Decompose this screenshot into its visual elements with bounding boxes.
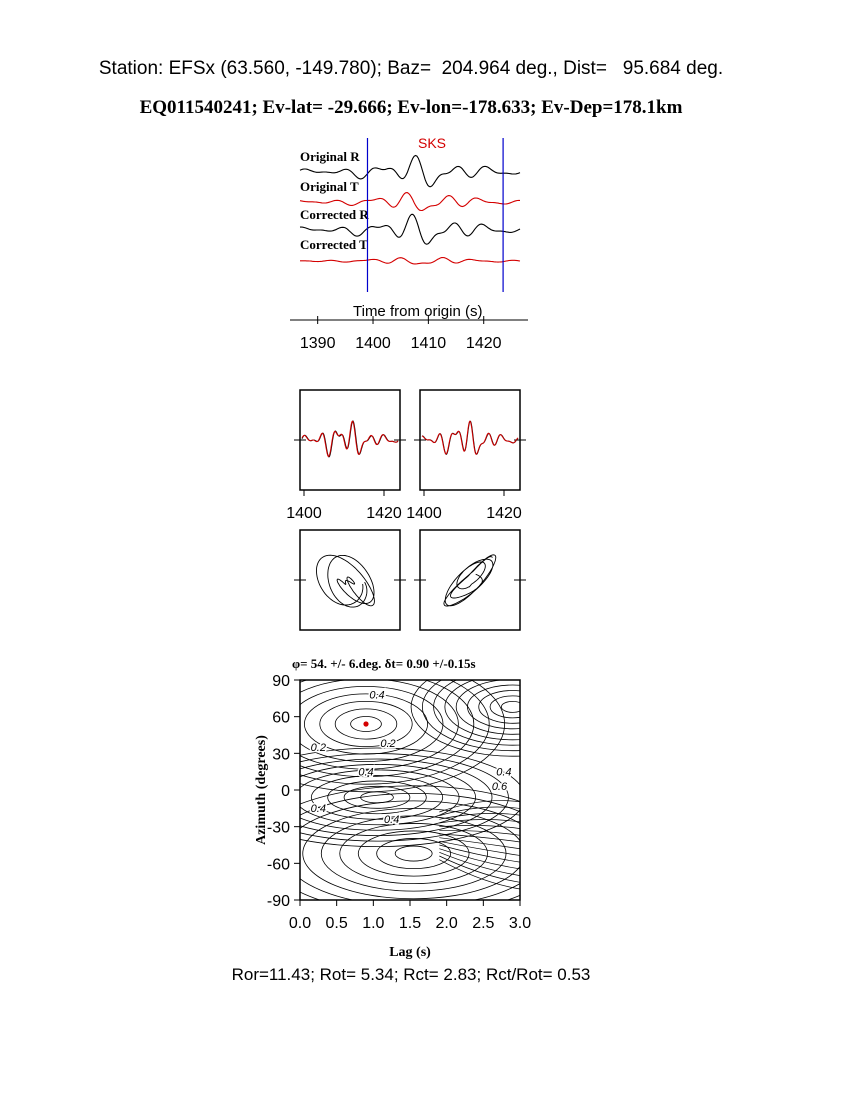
seismogram-panel xyxy=(290,135,528,352)
waveform-overlay-after-panel xyxy=(406,390,526,522)
phase-label-sks: SKS xyxy=(418,135,447,151)
time-window-markers xyxy=(367,138,503,292)
trace-label-corrected-t: Corrected T xyxy=(300,237,368,252)
grid-y-tick-label: 0 xyxy=(281,783,290,800)
contour-ring-3-2 xyxy=(377,838,451,868)
energy-grid-panel xyxy=(227,656,614,960)
contour-label: 0.4 xyxy=(496,766,512,779)
grid-y-tick-label: -60 xyxy=(266,856,290,874)
contour-ring-3-4 xyxy=(340,823,488,883)
grid-x-tick-label: 0.0 xyxy=(288,915,312,932)
contour-label: 0.4 xyxy=(310,803,326,815)
contour-ring-2-6 xyxy=(278,764,475,830)
grid-y-tick-label: -30 xyxy=(266,819,290,837)
grid-title: φ= 54. +/- 6.deg. δt= 0.90 +/-0.15s xyxy=(292,656,476,671)
trace-label-original-t: Original T xyxy=(300,179,359,194)
grid-y-tick-label: 60 xyxy=(272,709,290,727)
contour-ring-2-7 xyxy=(262,759,492,836)
contour-fan-line xyxy=(439,825,523,829)
time-axis-ticks xyxy=(300,316,502,352)
overlay-transverse-trace xyxy=(422,421,518,454)
overlay-tick-label: 1420 xyxy=(486,505,522,522)
contour-ring-3-3 xyxy=(358,831,469,876)
station-info-line: Station: EFSx (63.560, -149.780); Baz= 204.964 deg., Dist= 95.684 deg. xyxy=(98,58,724,79)
contour-fan-line xyxy=(439,860,523,890)
particle-motion-curve xyxy=(444,555,496,606)
grid-x-tick-label: 1.0 xyxy=(362,915,385,932)
contour-ring-4-8 xyxy=(422,663,603,751)
contour-label: 0.4 xyxy=(358,766,374,779)
grid-y-tick-label: 90 xyxy=(272,673,290,690)
grid-x-tick-label: 0.5 xyxy=(325,915,348,932)
overlay-tick-label: 1400 xyxy=(406,505,442,522)
contour-ring-4-5 xyxy=(456,679,569,734)
time-tick-label: 1420 xyxy=(465,335,502,352)
particle-motion-frame xyxy=(300,530,400,630)
contour-label: 0.4 xyxy=(384,814,400,826)
grid-x-tick-label: 1.5 xyxy=(398,915,422,932)
contour-ring-3-9 xyxy=(247,786,580,922)
event-info-line: EQ011540241; Ev-lat= -29.666; Ev-lon=-178.633; Ev-Dep=178.1km xyxy=(139,97,683,118)
contour-label: 0.6 xyxy=(491,781,508,793)
contour-label: 0.4 xyxy=(369,689,385,702)
contour-label: 0.2 xyxy=(380,738,396,751)
overlay-tick-label: 1400 xyxy=(286,505,322,522)
time-tick-label: 1390 xyxy=(299,335,336,352)
trace-label-corrected-r: Corrected R xyxy=(300,207,369,222)
overlay-tick-label: 1420 xyxy=(366,505,402,522)
grid-x-tick-label: 2.0 xyxy=(435,915,458,932)
contour-ring-3-7 xyxy=(284,801,543,906)
waveform-overlay-before-panel xyxy=(286,390,406,522)
particle-motion-before-panel xyxy=(294,530,406,630)
contour-ring-2-2 xyxy=(344,786,410,808)
contour-fan-line xyxy=(439,801,523,812)
trace-corrected-t xyxy=(300,258,520,264)
contour-ring-2-1 xyxy=(361,792,394,803)
overlay-radial-trace xyxy=(302,421,398,457)
grid-x-tick-label: 3.0 xyxy=(508,915,532,932)
ratio-summary-line: Ror=11.43; Rot= 5.34; Rct= 2.83; Rct/Rot= 0.53 xyxy=(231,965,591,984)
contour-ring-3-1 xyxy=(395,846,432,861)
grid-y-tick-label: -90 xyxy=(266,893,290,910)
grid-y-axis-label: Azimuth (degrees) xyxy=(254,735,269,845)
time-axis-label: Time from origin (s) xyxy=(353,303,483,320)
contour-fan-line xyxy=(439,820,523,823)
contour-ring-4-2 xyxy=(490,696,535,718)
particle-motion-after-panel xyxy=(414,530,526,630)
grid-y-tick-label: 30 xyxy=(272,746,290,764)
trace-label-original-r: Original R xyxy=(300,149,360,164)
particle-motion-frame xyxy=(420,530,520,630)
contour-ring-4-4 xyxy=(467,685,557,729)
time-tick-label: 1400 xyxy=(355,335,391,352)
particle-motion-curve xyxy=(317,555,375,607)
contour-ring-4-9 xyxy=(411,658,614,757)
best-fit-marker xyxy=(363,721,368,726)
grid-x-tick-label: 2.5 xyxy=(472,915,495,932)
contour-label: 0.2 xyxy=(310,741,326,754)
time-tick-label: 1410 xyxy=(410,335,447,352)
contour-ring-4-3 xyxy=(479,690,547,723)
contour-ring-4-6 xyxy=(445,674,581,740)
contour-ring-3-5 xyxy=(321,816,506,891)
grid-x-axis-label: Lag (s) xyxy=(389,945,431,960)
